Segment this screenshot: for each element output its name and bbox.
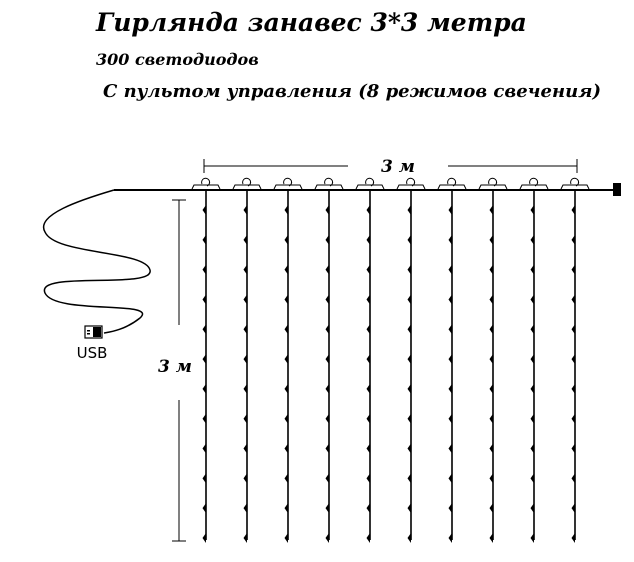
led-bulb [203,473,207,483]
led-bulb [531,414,535,424]
led-bulb [203,354,207,364]
hook-icon [438,178,466,189]
led-bulb [285,533,289,543]
width-label: 3 м [381,157,415,177]
led-bulb [367,265,371,275]
hook-icon [192,178,220,189]
led-bulb [449,205,453,215]
led-bulb [449,444,453,454]
led-bulb [408,473,412,483]
led-bulb [285,324,289,334]
led-bulb [367,414,371,424]
led-bulb [490,354,494,364]
usb-plug-icon [85,326,102,338]
led-bulb [326,235,330,245]
remote-control-text: С пультом управления (8 режимов свечения) [103,81,602,102]
led-bulb [408,235,412,245]
led-bulb [408,294,412,304]
led-bulb [244,384,248,394]
led-bulb [285,384,289,394]
led-bulb [244,354,248,364]
led-bulb [572,294,576,304]
led-bulb [367,473,371,483]
led-bulb [244,205,248,215]
led-bulb [244,444,248,454]
led-bulb [326,384,330,394]
led-bulb [490,444,494,454]
led-bulb [326,503,330,513]
led-bulb [490,414,494,424]
led-bulb [203,294,207,304]
led-bulb [531,444,535,454]
led-bulb [572,444,576,454]
product-title: Гирлянда занавес 3*3 метра [96,8,527,37]
led-bulb [408,414,412,424]
led-bulb [572,384,576,394]
led-count-text: 300 светодиодов [96,50,259,69]
led-bulb [285,294,289,304]
led-bulb [244,294,248,304]
led-bulb [531,384,535,394]
led-bulb [449,473,453,483]
led-bulb [326,354,330,364]
led-bulb [285,235,289,245]
led-bulb [449,354,453,364]
led-bulb [531,265,535,275]
led-bulb [531,205,535,215]
led-bulb [367,324,371,334]
led-bulb [285,473,289,483]
led-bulb [408,324,412,334]
led-bulb [203,414,207,424]
led-bulb [285,354,289,364]
led-bulb [490,533,494,543]
led-bulb [449,294,453,304]
hook-icon [479,178,507,189]
usb-label: USB [76,344,108,362]
hook-icon [561,178,589,189]
led-bulb [203,205,207,215]
led-bulb [572,354,576,364]
led-bulb [531,473,535,483]
led-bulb [244,473,248,483]
led-bulb [285,444,289,454]
led-bulb [449,503,453,513]
led-bulb [531,354,535,364]
led-bulb [244,265,248,275]
led-bulb [449,414,453,424]
led-bulb [572,414,576,424]
hook-icon [356,178,384,189]
led-bulb [531,324,535,334]
led-bulb [408,265,412,275]
hooks-group [192,178,589,189]
led-bulb [531,235,535,245]
led-bulb [285,205,289,215]
led-bulb [244,324,248,334]
led-bulb [367,533,371,543]
led-bulb [490,473,494,483]
led-bulb [285,414,289,424]
led-bulb [244,235,248,245]
hook-icon [274,178,302,189]
led-bulb [367,354,371,364]
usb-wire [44,190,151,333]
led-bulb [408,503,412,513]
led-bulb [490,265,494,275]
led-bulb [326,473,330,483]
led-bulb [490,294,494,304]
led-bulb [367,384,371,394]
led-bulb [490,235,494,245]
led-bulb [203,235,207,245]
led-bulb [326,265,330,275]
led-bulb [572,265,576,275]
led-bulb [572,205,576,215]
led-bulb [203,265,207,275]
led-bulb [531,533,535,543]
led-bulb [572,235,576,245]
cable-end-plug [613,183,621,196]
led-bulb [326,444,330,454]
led-bulb [367,205,371,215]
led-bulb [326,533,330,543]
led-bulb [367,294,371,304]
led-bulb [203,444,207,454]
hook-icon [233,178,261,189]
led-bulb [449,265,453,275]
led-bulb [285,265,289,275]
led-bulb [531,294,535,304]
led-bulb [408,384,412,394]
height-label: 3 м [158,357,192,377]
led-bulb [326,414,330,424]
led-bulb [203,324,207,334]
led-bulb [490,324,494,334]
led-bulb [203,503,207,513]
hook-icon [397,178,425,189]
led-bulb [490,503,494,513]
led-bulb [285,503,289,513]
led-bulb [449,384,453,394]
led-bulb [449,533,453,543]
led-bulb [490,384,494,394]
led-bulb [531,503,535,513]
led-strands-group [203,190,576,543]
led-bulb [490,205,494,215]
led-bulb [244,414,248,424]
led-bulb [326,324,330,334]
led-bulb [408,354,412,364]
led-bulb [408,444,412,454]
hook-icon [315,178,343,189]
led-bulb [203,533,207,543]
led-bulb [408,533,412,543]
led-bulb [367,503,371,513]
led-bulb [244,503,248,513]
led-bulb [572,503,576,513]
led-bulb [408,205,412,215]
hook-icon [520,178,548,189]
led-bulb [367,235,371,245]
led-bulb [449,235,453,245]
led-bulb [244,533,248,543]
led-bulb [326,294,330,304]
led-bulb [572,473,576,483]
led-bulb [572,533,576,543]
led-bulb [449,324,453,334]
led-bulb [326,205,330,215]
led-bulb [367,444,371,454]
led-bulb [203,384,207,394]
led-bulb [572,324,576,334]
